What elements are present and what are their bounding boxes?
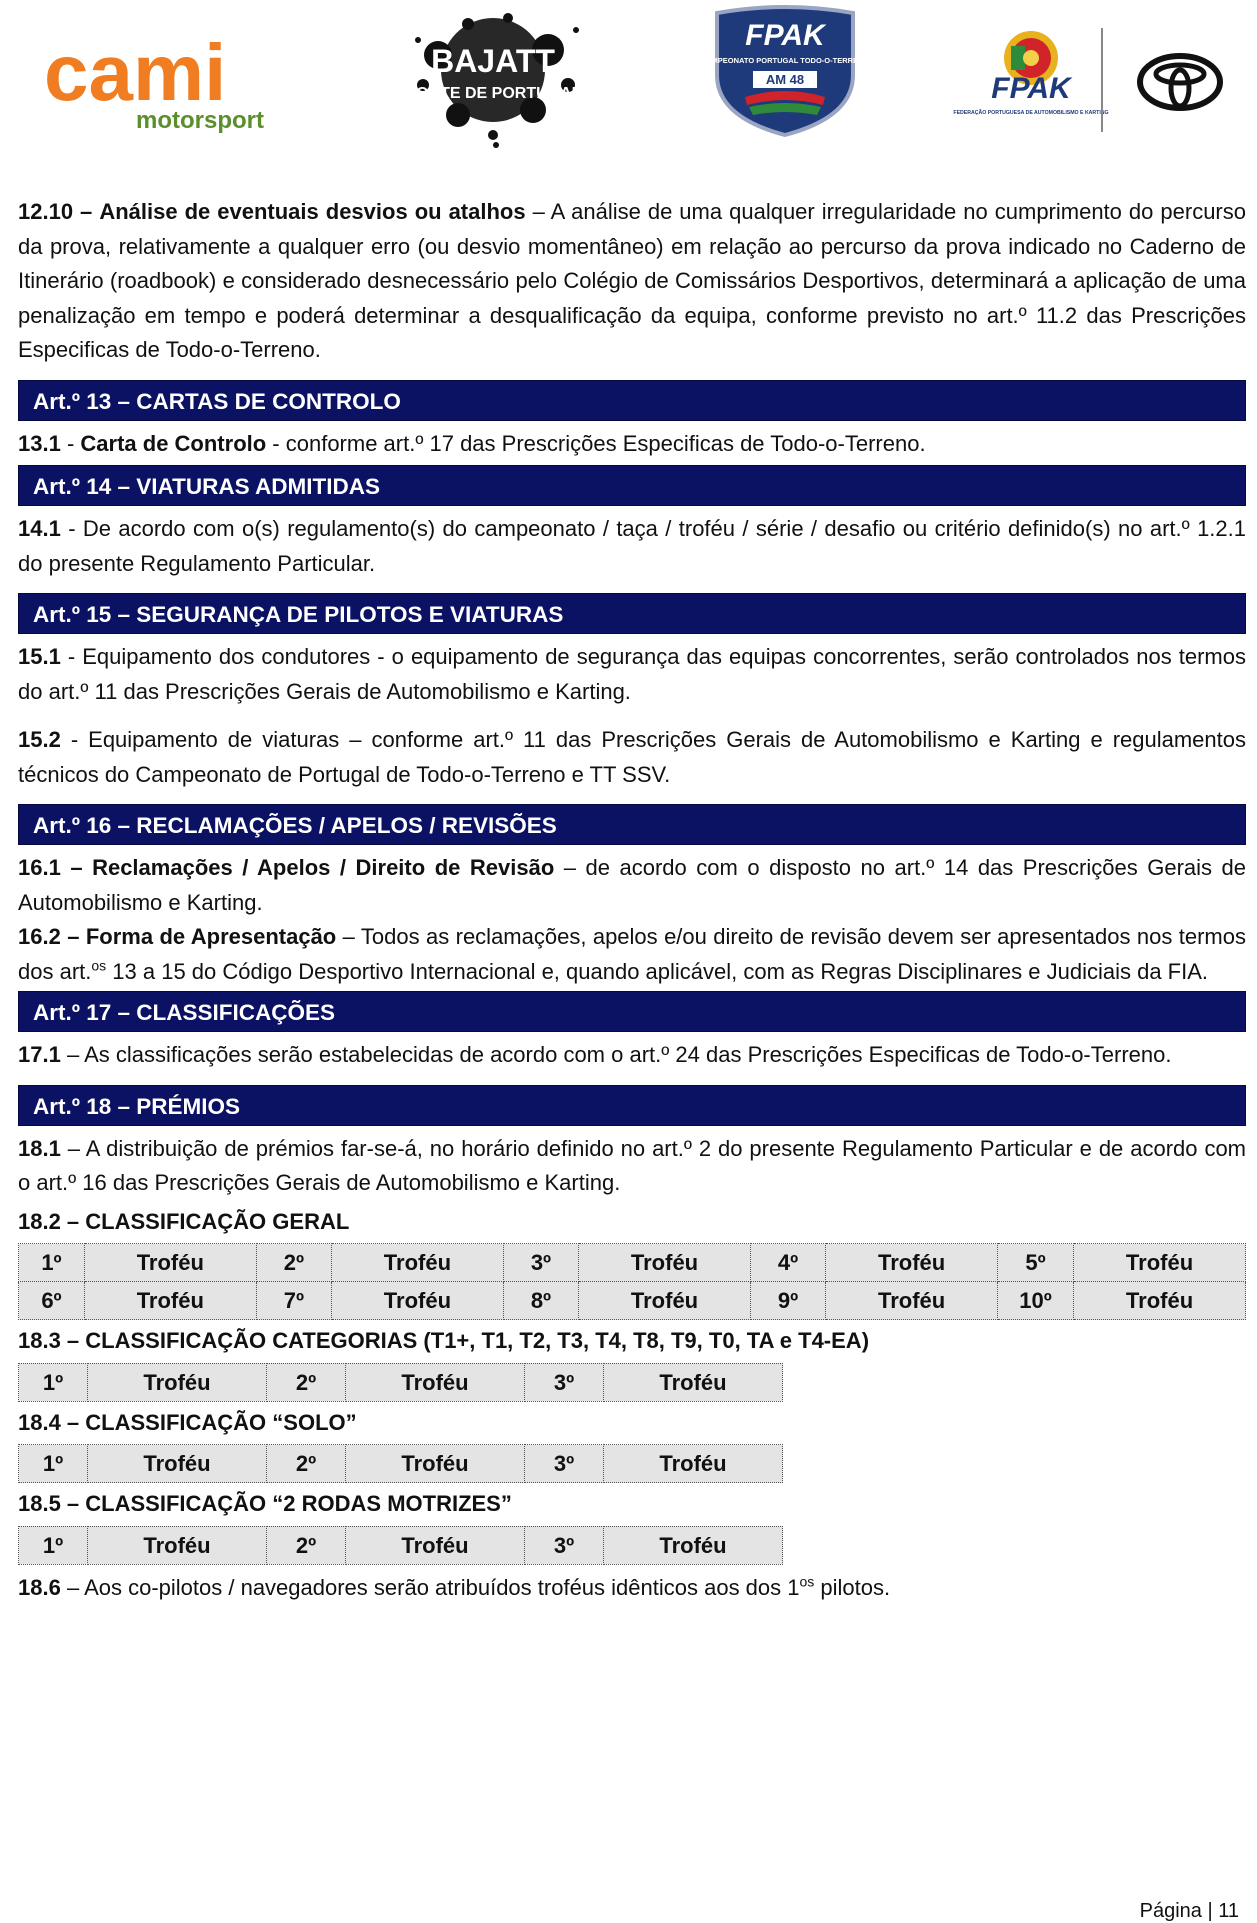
cami-logo-text: cami [44, 28, 227, 117]
prize-cell: Troféu [332, 1282, 504, 1320]
table-row [19, 1363, 783, 1401]
classification-table-solo [18, 1444, 783, 1483]
paragraph-14-1 [18, 512, 1246, 581]
position-cell: 9º [750, 1282, 825, 1320]
prize-cell: Troféu [346, 1363, 525, 1401]
superscript: os [799, 1573, 815, 1590]
paragraph-text: – A análise de uma qualquer irregularidade no cumprimento do percurso da prova, relativamente a qualquer erro (ou desvio momentâneo) em relação ao percurso da prova indicado no Caderno de Itinerário (roadbook) e considerado desnecessário pelo Colégio de Comissários Desportivos, determinará a aplicação de uma penalização em tempo e poderá determinar a desqualificação da equipa, conforme previsto no art.º 11.2 das Prescrições Especificas de Todo-o-Terreno. [18, 199, 1246, 362]
subsection-18-3-title: 18.3 – CLASSIFICAÇÃO CATEGORIAS (T1+, T1, T2, T3, T4, T8, T9, T0, TA e T4-EA) [18, 1328, 870, 1353]
table-row [19, 1526, 783, 1564]
classification-table-two-wheel-drive [18, 1526, 783, 1565]
paragraph-text: - conforme art.º 17 das Prescrições Especificas de Todo-o-Terreno. [266, 430, 926, 456]
paragraph-18-1 [18, 1132, 1246, 1201]
position-cell: 1º [19, 1445, 88, 1483]
fpak-ctt-logo [700, 5, 870, 140]
fpak-ctt-logo-text: FPAK [745, 19, 825, 52]
prize-cell: Troféu [84, 1244, 256, 1282]
subsection-18-2-title: 18.2 – CLASSIFICAÇÃO GERAL [18, 1208, 350, 1234]
paragraph-number: 16.1 – [18, 855, 83, 880]
section-heading-art15: Art.º 15 – SEGURANÇA DE PILOTOS E VIATURAS [18, 593, 1246, 634]
paragraph-number: 13.1 [18, 430, 61, 456]
prize-cell: Troféu [604, 1363, 783, 1401]
prize-cell: Troféu [604, 1445, 783, 1483]
position-cell: 3º [503, 1244, 578, 1282]
bajatt-logo-subtext: NORTE DE PORTUGAL [404, 85, 582, 102]
position-cell: 8º [503, 1282, 578, 1320]
prize-cell: Troféu [826, 1244, 998, 1282]
paragraph-15-1 [18, 640, 1246, 709]
paragraph-text-cont: pilotos. [814, 1574, 891, 1600]
bajatt-logo [398, 10, 588, 150]
prize-cell: Troféu [332, 1244, 504, 1282]
position-cell: 3º [525, 1363, 604, 1401]
subsection-18-4-title: 18.4 – CLASSIFICAÇÃO “SOLO” [18, 1409, 357, 1435]
paragraph-17-1 [18, 1038, 1246, 1073]
toyota-logo [1135, 52, 1225, 112]
position-cell: 3º [525, 1526, 604, 1564]
paragraph-title: Análise de eventuais desvios ou atalhos [99, 199, 526, 224]
paragraph-16-1 [18, 851, 1246, 920]
prize-cell: Troféu [346, 1445, 525, 1483]
paragraph-title: Forma de Apresentação [85, 924, 337, 949]
position-cell: 2º [256, 1244, 331, 1282]
paragraph-text: – de acordo com o disposto no art.º 14 das Prescrições Gerais de Automobilismo e Karting. [18, 855, 1246, 915]
paragraph-number: 18.6 [18, 1574, 61, 1600]
paragraph-number: 14.1 [18, 516, 61, 541]
prize-cell: Troféu [88, 1445, 267, 1483]
prize-cell: Troféu [1074, 1282, 1246, 1320]
prize-cell: Troféu [88, 1363, 267, 1401]
fpak-federation-logo [953, 28, 1109, 138]
paragraph-text: - Equipamento dos condutores - o equipamento de segurança das equipas concorrentes, serão controlados nos termos do art.º 11 das Prescrições Gerais de Automobilismo e Karting. [18, 644, 1246, 704]
paragraph-number: 15.1 [18, 644, 61, 669]
fpak-ctt-badge-text: AM 48 [765, 72, 805, 87]
prize-cell: Troféu [604, 1526, 783, 1564]
position-cell: 5º [998, 1244, 1074, 1282]
classification-table-general [18, 1243, 1246, 1320]
paragraph-text: - Equipamento de viaturas – conforme art.º 11 das Prescrições Gerais de Automobilismo e Karting e regulamentos técnicos do Campeonato de Portugal de Todo-o-Terreno e TT SSV. [18, 727, 1246, 787]
cami-motorsport-logo [40, 28, 264, 140]
table-row [19, 1445, 783, 1483]
classification-table-categories [18, 1363, 783, 1402]
paragraph-13-1 [18, 427, 1246, 462]
position-cell: 2º [267, 1445, 346, 1483]
section-heading-art13: Art.º 13 – CARTAS DE CONTROLO [18, 380, 1246, 421]
prize-cell: Troféu [88, 1526, 267, 1564]
prize-cell: Troféu [579, 1244, 751, 1282]
paragraph-text: - De acordo com o(s) regulamento(s) do campeonato / taça / troféu / série / desafio ou critério definido(s) no art.º 1.2.1 do presente Regulamento Particular. [18, 516, 1246, 576]
position-cell: 10º [998, 1282, 1074, 1320]
section-heading-art14: Art.º 14 – VIATURAS ADMITIDAS [18, 465, 1246, 506]
section-heading-art16: Art.º 16 – RECLAMAÇÕES / APELOS / REVISÕES [18, 804, 1246, 845]
prize-cell: Troféu [346, 1526, 525, 1564]
paragraph-text: – Aos co-pilotos / navegadores serão atribuídos troféus idênticos aos dos 1 [60, 1574, 800, 1600]
paragraph-sep: - [60, 430, 81, 456]
paragraph-number: 18.1 [18, 1135, 61, 1161]
paragraph-text: – Todos as reclamações, apelos e/ou direito de revisão devem ser apresentados nos termos dos art. [18, 924, 1246, 984]
table-row [19, 1282, 1246, 1320]
paragraph-text: – As classificações serão estabelecidas de acordo com o art.º 24 das Prescrições Especificas de Todo-o-Terreno. [60, 1042, 1172, 1067]
superscript: os [91, 957, 107, 974]
fpak-federation-logo-text: FPAK [991, 72, 1071, 105]
position-cell: 3º [525, 1445, 604, 1483]
page-number: Página | 11 [1139, 1900, 1239, 1922]
paragraph-number: 16.2 – [18, 924, 80, 949]
subsection-18-5-title: 18.5 – CLASSIFICAÇÃO “2 RODAS MOTRIZES” [18, 1491, 512, 1516]
position-cell: 6º [19, 1282, 85, 1320]
prize-cell: Troféu [1074, 1244, 1246, 1282]
fpak-federation-logo-subtext: FEDERAÇÃO PORTUGUESA DE AUTOMOBILISMO E KARTING [953, 110, 1109, 116]
section-heading-art18: Art.º 18 – PRÉMIOS [18, 1085, 1246, 1126]
paragraph-number: 15.2 [18, 727, 61, 752]
paragraph-text: – A distribuição de prémios far-se-á, no horário definido no art.º 2 do presente Regulamento Particular e de acordo com o art.º 16 das Prescrições Gerais de Automobilismo e Karting. [18, 1135, 1246, 1195]
paragraph-title: Carta de Controlo [80, 430, 267, 456]
position-cell: 1º [19, 1244, 85, 1282]
table-row [19, 1244, 1246, 1282]
paragraph-number: 12.10 – [18, 199, 93, 224]
document-body [18, 195, 1246, 1605]
position-cell: 1º [19, 1526, 88, 1564]
paragraph-text-cont: 13 a 15 do Código Desportivo Internacional e, quando aplicável, com as Regras Disciplinares e Judiciais da FIA. [106, 958, 1208, 984]
bajatt-logo-text: BAJATT [431, 43, 555, 79]
position-cell: 1º [19, 1363, 88, 1401]
paragraph-title: Reclamações / Apelos / Direito de Revisão [92, 855, 555, 880]
paragraph-12-10 [18, 195, 1246, 368]
fpak-ctt-logo-subtext: CAMPEONATO PORTUGAL TODO-O-TERRENO [700, 56, 870, 65]
page-header [0, 0, 1257, 150]
motorsport-logo-text: motorsport [136, 107, 264, 134]
prize-cell: Troféu [579, 1282, 751, 1320]
paragraph-15-2 [18, 723, 1246, 792]
position-cell: 2º [267, 1363, 346, 1401]
position-cell: 7º [256, 1282, 331, 1320]
paragraph-18-6 [18, 1571, 1246, 1606]
position-cell: 4º [750, 1244, 825, 1282]
prize-cell: Troféu [826, 1282, 998, 1320]
section-heading-art17: Art.º 17 – CLASSIFICAÇÕES [18, 991, 1246, 1032]
position-cell: 2º [267, 1526, 346, 1564]
prize-cell: Troféu [84, 1282, 256, 1320]
paragraph-16-2 [18, 920, 1246, 989]
paragraph-number: 17.1 [18, 1042, 61, 1067]
